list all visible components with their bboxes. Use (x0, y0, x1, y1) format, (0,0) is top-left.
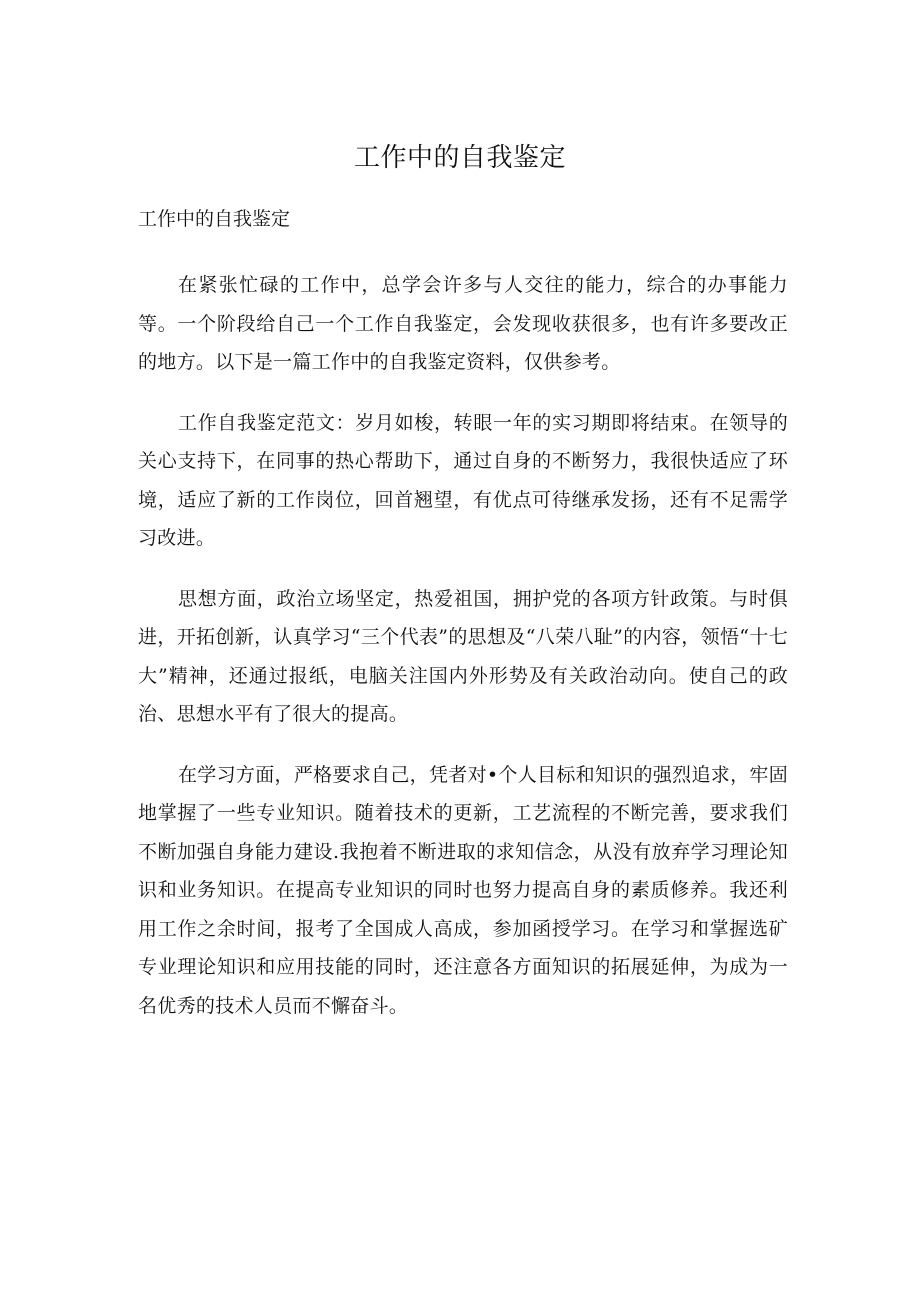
paragraph-ideology: 思想方面，政治立场坚定，热爱祖国，拥护党的各项方针政策。与时俱进，开拓创新，认真学习“三个代表”的思想及“八荣八耻”的内容，领悟“十七大”精神，还通过报纸，电脑关注国内外形势及有关政治动向。使自己的政治、思想水平有了很大的提高。 (138, 587, 788, 725)
document-title: 工作中的自我鉴定 (353, 143, 566, 173)
paragraph-sample-opening: 工作自我鉴定范文：岁月如梭，转眼一年的实习期即将结束。在领导的关心支持下，在同事的热心帮助下，通过自身的不断努力，我很快适应了环境，适应了新的工作岗位，回首翘望，有优点可待继承发扬，还有不足需学习改进。 (138, 411, 788, 549)
paragraph-study: 在学习方面，严格要求自己，凭者对•个人目标和知识的强烈追求，牢固地掌握了一些专业知识。随着技术的更新，工艺流程的不断完善，要求我们不断加强自身能力建设.我抱着不断进取的求知信念，从没有放弃学习理论知识和业务知识。在提高专业知识的同时也努力提高自身的素质修养。我还利用工作之余时间，报考了全国成人高成，参加函授学习。在学习和掌握选矿专业理论知识和应用技能的同时，还注意各方面知识的拓展延伸，为成为一名优秀的技术人员而不懈奋斗。 (138, 763, 788, 1017)
document-subtitle: 工作中的自我鉴定 (138, 208, 291, 230)
paragraph-intro: 在紧张忙碌的工作中，总学会许多与人交往的能力，综合的办事能力等。一个阶段给自己一个工作自我鉴定，会发现收获很多，也有许多要改正的地方。以下是一篇工作中的自我鉴定资料，仅供参考。 (138, 274, 788, 373)
document-body (138, 266, 788, 1047)
